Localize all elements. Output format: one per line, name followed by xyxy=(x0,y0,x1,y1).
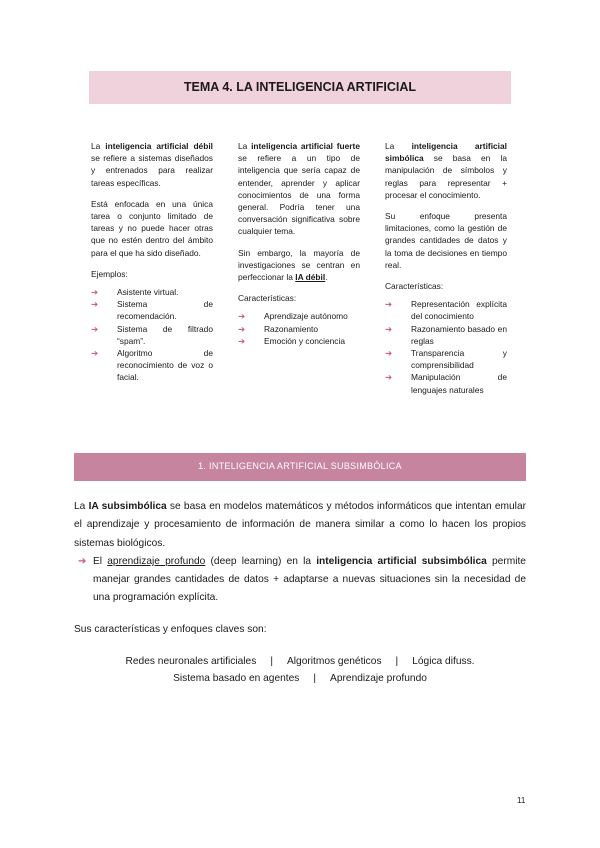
list-item xyxy=(91,347,213,384)
list-item xyxy=(385,298,507,322)
list-item-text: Manipulación de lenguajes naturales xyxy=(411,372,507,395)
text-fragment: La xyxy=(91,141,106,151)
separator: | xyxy=(313,673,317,684)
separator: | xyxy=(395,656,399,667)
weak-ai-definition xyxy=(91,140,213,189)
symbolic-ai-term: inteligencia artificial simbólica xyxy=(385,141,507,164)
list-item-text: Transparencia y comprensibilidad xyxy=(411,348,507,371)
section-title: 1. INTELIGENCIA ARTIFICIAL SUBSIMBÓLICA xyxy=(198,461,402,471)
section-banner xyxy=(74,453,526,481)
deep-learning-term: aprendizaje profundo xyxy=(107,555,206,567)
subsymbolic-definition xyxy=(74,498,526,553)
list-item xyxy=(238,310,360,322)
weak-ai-link-term: IA débil xyxy=(295,272,326,283)
title-banner xyxy=(89,71,511,104)
list-item xyxy=(385,371,507,395)
text-fragment: se refiere a sistemas diseñados y entrenados para realizar tareas específicas. xyxy=(91,153,213,188)
separator: | xyxy=(270,656,273,667)
approach-item: Sistema basado en agentes xyxy=(173,673,300,684)
list-item xyxy=(91,298,213,322)
arrow-icon: ➔ xyxy=(91,287,99,298)
features-label: Características: xyxy=(385,281,444,292)
column-weak-ai xyxy=(91,140,213,384)
arrow-icon: ➔ xyxy=(238,311,246,322)
list-item xyxy=(91,323,213,347)
features-label: Características: xyxy=(238,293,297,304)
strong-ai-note xyxy=(238,247,360,284)
list-item xyxy=(238,323,360,335)
symbolic-ai-definition xyxy=(385,140,507,201)
strong-ai-definition xyxy=(238,140,360,238)
weak-ai-term: inteligencia artificial débil xyxy=(105,141,213,151)
text-fragment: La xyxy=(238,141,252,151)
column-strong-ai xyxy=(238,140,360,347)
approach-item: Redes neuronales artificiales xyxy=(125,656,257,667)
text-fragment: El xyxy=(93,555,108,567)
features-list xyxy=(238,310,360,347)
features-list xyxy=(385,298,507,396)
list-item-text: Aprendizaje autónomo xyxy=(264,311,348,322)
arrow-icon: ➔ xyxy=(238,335,246,346)
approach-item: Lógica difuss. xyxy=(412,656,475,667)
list-item xyxy=(91,286,213,298)
list-item-text: Representación explícita del conocimiento xyxy=(411,299,507,322)
list-item-text: Sistema de filtrado “spam”. xyxy=(117,323,213,346)
list-item-text: Asistente virtual. xyxy=(117,287,179,298)
arrow-icon: ➔ xyxy=(91,323,99,334)
strong-ai-term: inteligencia artificial fuerte xyxy=(251,141,360,151)
arrow-icon: ➔ xyxy=(238,323,246,334)
symbolic-ai-description: Su enfoque presenta limitaciones, como la gestión de grandes cantidades de datos y la toma de decisiones en tiempo real. xyxy=(385,211,507,270)
approaches-row-2 xyxy=(74,673,526,684)
text-fragment: (deep learning) en la xyxy=(205,555,317,567)
subsymbolic-ai-term: inteligencia artificial subsimbólica xyxy=(316,555,487,567)
deep-learning-bullet xyxy=(74,553,526,608)
text-fragment: La xyxy=(385,141,412,151)
arrow-icon: ➔ xyxy=(91,348,99,359)
arrow-icon: ➔ xyxy=(91,299,99,310)
approach-item: Aprendizaje profundo xyxy=(330,673,427,684)
arrow-icon: ➔ xyxy=(385,299,393,310)
arrow-icon: ➔ xyxy=(385,372,393,383)
text-fragment: . xyxy=(325,272,328,283)
page-number: 11 xyxy=(517,796,526,805)
examples-label: Ejemplos: xyxy=(91,268,128,279)
subsymbolic-term: IA subsimbólica xyxy=(88,501,167,512)
list-item-text: Razonamiento basado en reglas xyxy=(411,323,507,346)
text-fragment: La xyxy=(74,501,89,512)
arrow-icon: ➔ xyxy=(385,348,393,359)
list-item-text: Sistema de recomendación. xyxy=(117,299,213,322)
text-fragment: se refiere a un tipo de inteligencia que sería capaz de entender, aprender y aplicar conocimientos de una forma general. Podría tener una conversación significativa sobre cualquier tema. xyxy=(238,153,360,237)
text-fragment: permite manejar grandes cantidades de datos + adaptarse a nuevas situaciones sin la necesidad de una programación explícita. xyxy=(93,555,526,604)
text-fragment: se basa en la manipulación de símbolos y reglas para representar + procesar el conocimiento. xyxy=(385,153,507,200)
section-body xyxy=(74,498,526,608)
text-fragment: Sin embargo, la mayoría de investigaciones se centran en perfeccionar la xyxy=(238,247,360,283)
list-item xyxy=(385,347,507,371)
text-fragment: se basa en modelos matemáticos y métodos informáticos que intentan emular el aprendizaje y procesamiento de información de manera similar a como lo hacen los propios sistemas biológicos. xyxy=(74,501,527,549)
list-item-text: Razonamiento xyxy=(264,323,319,334)
arrow-icon: ➔ xyxy=(385,323,393,334)
list-item-text: Emoción y conciencia xyxy=(264,335,345,346)
list-item xyxy=(385,323,507,347)
column-symbolic-ai xyxy=(385,140,507,396)
examples-list xyxy=(91,286,213,384)
approaches-heading: Sus características y enfoques claves son: xyxy=(74,624,267,635)
arrow-icon: ➔ xyxy=(78,555,87,567)
approaches-row-1 xyxy=(74,656,526,667)
weak-ai-description: Está enfocada en una única tarea o conjunto limitado de tareas y no puede hacer otras que no estén dentro del ámbito para el que ha sido diseñado. xyxy=(91,198,213,258)
approach-item: Algoritmos genéticos xyxy=(286,656,382,667)
list-item xyxy=(238,335,360,347)
page-title: TEMA 4. LA INTELIGENCIA ARTIFICIAL xyxy=(183,80,417,94)
list-item-text: Algoritmo de reconocimiento de voz o facial. xyxy=(117,348,213,383)
